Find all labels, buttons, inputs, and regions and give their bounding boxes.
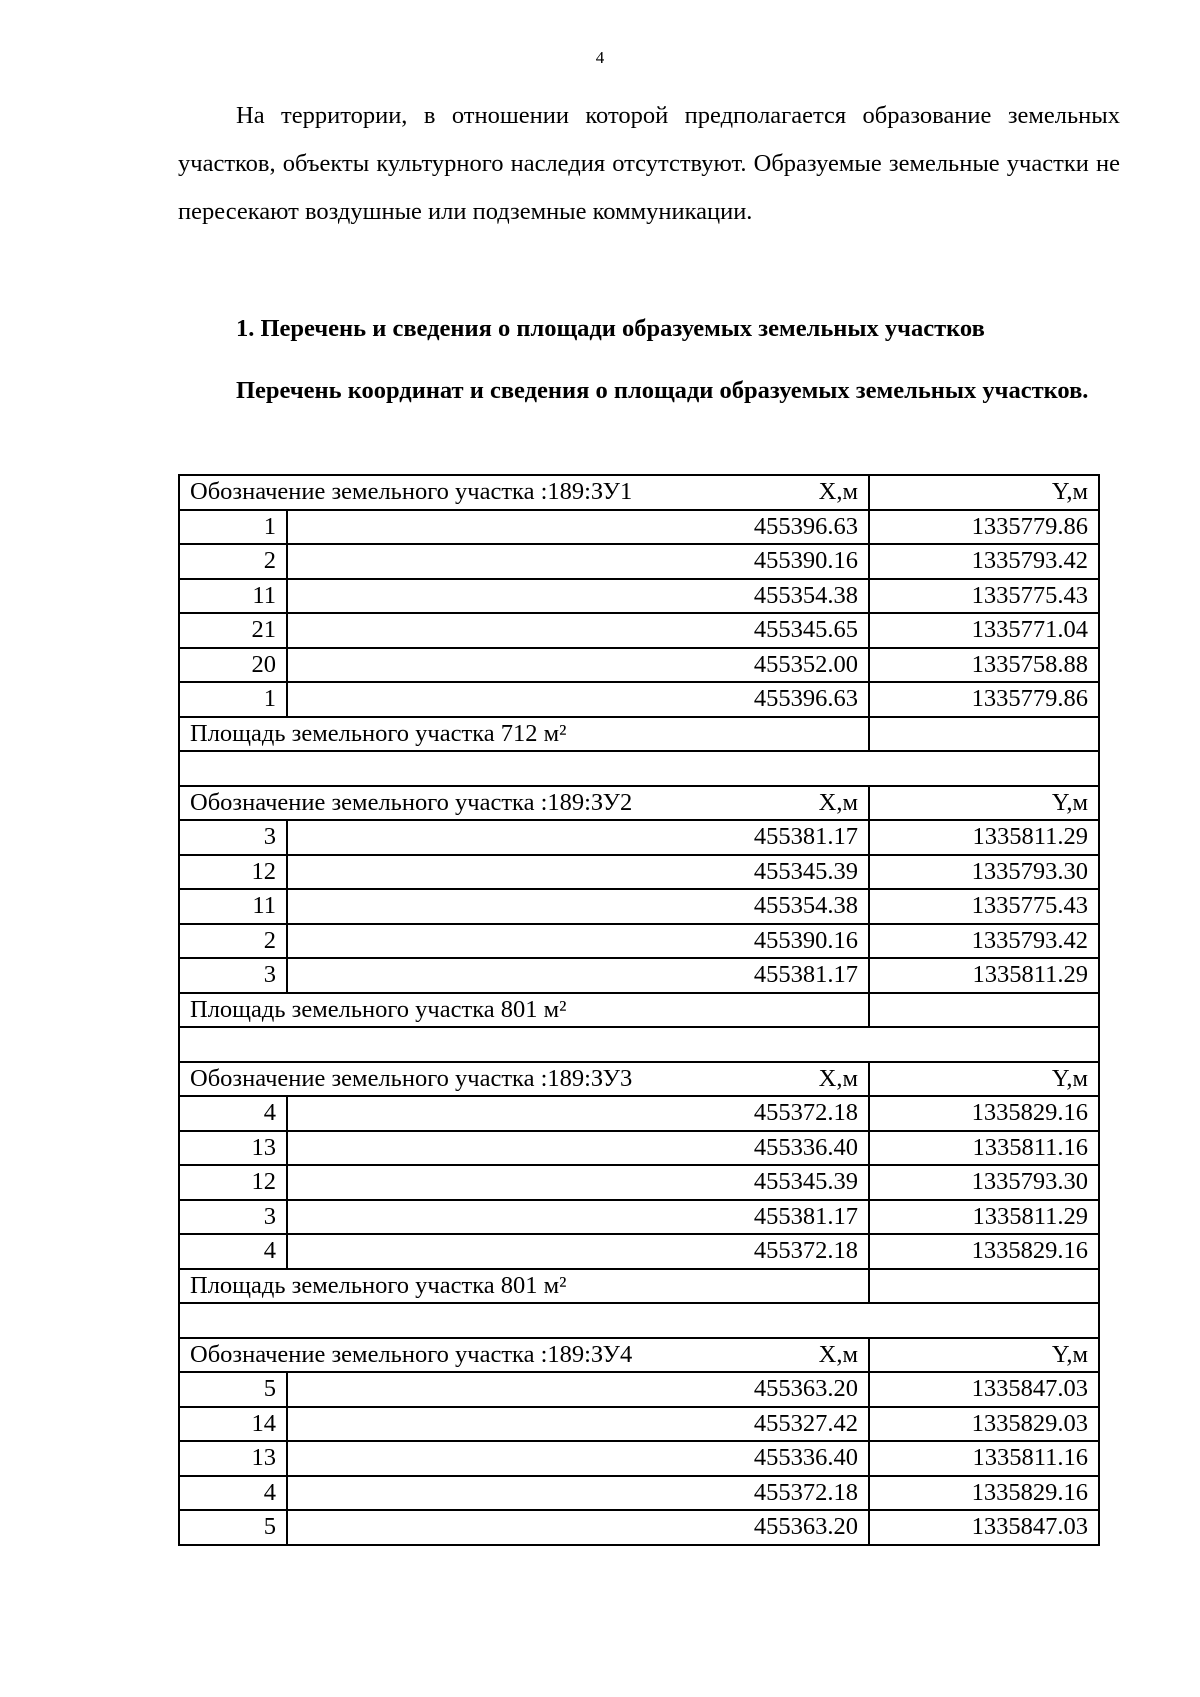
y-coordinate-cell: 1335793.42 bbox=[869, 924, 1099, 959]
x-coordinate-cell: 455354.38 bbox=[287, 579, 869, 614]
plot-area-label: Площадь земельного участка 801 м² bbox=[179, 993, 869, 1028]
point-number-cell: 14 bbox=[179, 1407, 287, 1442]
y-coordinate-cell: 1335793.30 bbox=[869, 1165, 1099, 1200]
x-coordinate-cell: 455381.17 bbox=[287, 1200, 869, 1235]
plot-area-empty-cell bbox=[869, 1269, 1099, 1304]
x-coordinate-cell: 455363.20 bbox=[287, 1510, 869, 1545]
point-number-cell: 1 bbox=[179, 682, 287, 717]
x-coordinate-cell: 455345.39 bbox=[287, 855, 869, 890]
x-coordinate-cell: 455390.16 bbox=[287, 924, 869, 959]
y-coordinate-cell: 1335775.43 bbox=[869, 889, 1099, 924]
x-coordinate-cell: 455345.39 bbox=[287, 1165, 869, 1200]
point-number-cell: 3 bbox=[179, 958, 287, 993]
table-row bbox=[179, 648, 1099, 683]
x-coordinate-cell: 455354.38 bbox=[287, 889, 869, 924]
column-y-header: Y,м bbox=[869, 1062, 1099, 1097]
plot-designation-cell bbox=[179, 786, 869, 821]
y-coordinate-cell: 1335829.16 bbox=[869, 1234, 1099, 1269]
point-number-cell: 13 bbox=[179, 1131, 287, 1166]
y-coordinate-cell: 1335775.43 bbox=[869, 579, 1099, 614]
plot-area-empty-cell bbox=[869, 717, 1099, 752]
table-row bbox=[179, 820, 1099, 855]
table-row bbox=[179, 1510, 1099, 1545]
point-number-cell: 11 bbox=[179, 889, 287, 924]
table-row bbox=[179, 1131, 1099, 1166]
y-coordinate-cell: 1335829.03 bbox=[869, 1407, 1099, 1442]
separator-cell bbox=[179, 1303, 1099, 1338]
y-coordinate-cell: 1335758.88 bbox=[869, 648, 1099, 683]
column-x-header: X,м bbox=[818, 788, 858, 816]
table-row bbox=[179, 855, 1099, 890]
plot-designation-cell bbox=[179, 475, 869, 510]
point-number-cell: 5 bbox=[179, 1510, 287, 1545]
point-number-cell: 1 bbox=[179, 510, 287, 545]
table-row bbox=[179, 924, 1099, 959]
plot-designation: Обозначение земельного участка :189:ЗУ1 bbox=[190, 478, 633, 506]
table-row bbox=[179, 958, 1099, 993]
page-number: 4 bbox=[595, 48, 605, 67]
plot-designation-cell bbox=[179, 1338, 869, 1373]
table-row bbox=[179, 1200, 1099, 1235]
separator-row bbox=[179, 1303, 1099, 1338]
subsection-heading: Перечень координат и сведения о площади образуемых земельных участков. bbox=[236, 377, 1089, 404]
x-coordinate-cell: 455372.18 bbox=[287, 1234, 869, 1269]
y-coordinate-cell: 1335811.29 bbox=[869, 1200, 1099, 1235]
table-row bbox=[179, 579, 1099, 614]
table-row bbox=[179, 1165, 1099, 1200]
table-row bbox=[179, 1441, 1099, 1476]
separator-row bbox=[179, 751, 1099, 786]
intro-paragraph: На территории, в отношении которой предполагается образование земельных участков, объекты культурного наследия отсутствуют. Образуемые земельные участки не пересекают воздушные или подземные коммуникации. bbox=[178, 102, 1120, 225]
table-row bbox=[179, 1476, 1099, 1511]
point-number-cell: 3 bbox=[179, 1200, 287, 1235]
point-number-cell: 5 bbox=[179, 1372, 287, 1407]
x-coordinate-cell: 455390.16 bbox=[287, 544, 869, 579]
x-coordinate-cell: 455352.00 bbox=[287, 648, 869, 683]
column-y-header: Y,м bbox=[869, 475, 1099, 510]
x-coordinate-cell: 455396.63 bbox=[287, 682, 869, 717]
y-coordinate-cell: 1335771.04 bbox=[869, 613, 1099, 648]
x-coordinate-cell: 455363.20 bbox=[287, 1372, 869, 1407]
plot-area-empty-cell bbox=[869, 993, 1099, 1028]
table-row bbox=[179, 1096, 1099, 1131]
point-number-cell: 20 bbox=[179, 648, 287, 683]
plot-area-row bbox=[179, 993, 1099, 1028]
x-coordinate-cell: 455396.63 bbox=[287, 510, 869, 545]
table-row bbox=[179, 1407, 1099, 1442]
x-coordinate-cell: 455372.18 bbox=[287, 1096, 869, 1131]
column-y-header: Y,м bbox=[869, 786, 1099, 821]
y-coordinate-cell: 1335847.03 bbox=[869, 1510, 1099, 1545]
y-coordinate-cell: 1335811.16 bbox=[869, 1441, 1099, 1476]
point-number-cell: 4 bbox=[179, 1096, 287, 1131]
plot-designation: Обозначение земельного участка :189:ЗУ3 bbox=[190, 1064, 633, 1092]
point-number-cell: 4 bbox=[179, 1234, 287, 1269]
x-coordinate-cell: 455327.42 bbox=[287, 1407, 869, 1442]
coordinates-table-body bbox=[179, 475, 1099, 1545]
point-number-cell: 2 bbox=[179, 924, 287, 959]
table-row bbox=[179, 510, 1099, 545]
y-coordinate-cell: 1335829.16 bbox=[869, 1096, 1099, 1131]
separator-row bbox=[179, 1027, 1099, 1062]
point-number-cell: 4 bbox=[179, 1476, 287, 1511]
table-row bbox=[179, 613, 1099, 648]
x-coordinate-cell: 455372.18 bbox=[287, 1476, 869, 1511]
y-coordinate-cell: 1335811.29 bbox=[869, 820, 1099, 855]
plot-area-row bbox=[179, 1269, 1099, 1304]
y-coordinate-cell: 1335779.86 bbox=[869, 510, 1099, 545]
column-x-header: X,м bbox=[818, 478, 858, 506]
column-x-header: X,м bbox=[818, 1064, 858, 1092]
plot-area-row bbox=[179, 717, 1099, 752]
point-number-cell: 11 bbox=[179, 579, 287, 614]
point-number-cell: 13 bbox=[179, 1441, 287, 1476]
plot-designation: Обозначение земельного участка :189:ЗУ2 bbox=[190, 788, 633, 816]
y-coordinate-cell: 1335811.29 bbox=[869, 958, 1099, 993]
plot-designation: Обозначение земельного участка :189:ЗУ4 bbox=[190, 1340, 633, 1368]
y-coordinate-cell: 1335847.03 bbox=[869, 1372, 1099, 1407]
x-coordinate-cell: 455336.40 bbox=[287, 1131, 869, 1166]
separator-cell bbox=[179, 1027, 1099, 1062]
point-number-cell: 3 bbox=[179, 820, 287, 855]
table-row bbox=[179, 1234, 1099, 1269]
table-row bbox=[179, 1372, 1099, 1407]
y-coordinate-cell: 1335829.16 bbox=[869, 1476, 1099, 1511]
plot-header-row bbox=[179, 1338, 1099, 1373]
point-number-cell: 2 bbox=[179, 544, 287, 579]
section-heading: 1. Перечень и сведения о площади образуемых земельных участков bbox=[236, 315, 985, 342]
plot-area-label: Площадь земельного участка 712 м² bbox=[179, 717, 869, 752]
table-row bbox=[179, 889, 1099, 924]
point-number-cell: 12 bbox=[179, 1165, 287, 1200]
x-coordinate-cell: 455345.65 bbox=[287, 613, 869, 648]
coordinates-table bbox=[178, 474, 1100, 1546]
y-coordinate-cell: 1335793.30 bbox=[869, 855, 1099, 890]
plot-header-row bbox=[179, 475, 1099, 510]
point-number-cell: 12 bbox=[179, 855, 287, 890]
point-number-cell: 21 bbox=[179, 613, 287, 648]
plot-area-label: Площадь земельного участка 801 м² bbox=[179, 1269, 869, 1304]
y-coordinate-cell: 1335811.16 bbox=[869, 1131, 1099, 1166]
separator-cell bbox=[179, 751, 1099, 786]
plot-designation-cell bbox=[179, 1062, 869, 1097]
table-row bbox=[179, 682, 1099, 717]
table-row bbox=[179, 544, 1099, 579]
column-y-header: Y,м bbox=[869, 1338, 1099, 1373]
x-coordinate-cell: 455381.17 bbox=[287, 958, 869, 993]
x-coordinate-cell: 455336.40 bbox=[287, 1441, 869, 1476]
y-coordinate-cell: 1335793.42 bbox=[869, 544, 1099, 579]
column-x-header: X,м bbox=[818, 1340, 858, 1368]
y-coordinate-cell: 1335779.86 bbox=[869, 682, 1099, 717]
plot-header-row bbox=[179, 786, 1099, 821]
plot-header-row bbox=[179, 1062, 1099, 1097]
x-coordinate-cell: 455381.17 bbox=[287, 820, 869, 855]
